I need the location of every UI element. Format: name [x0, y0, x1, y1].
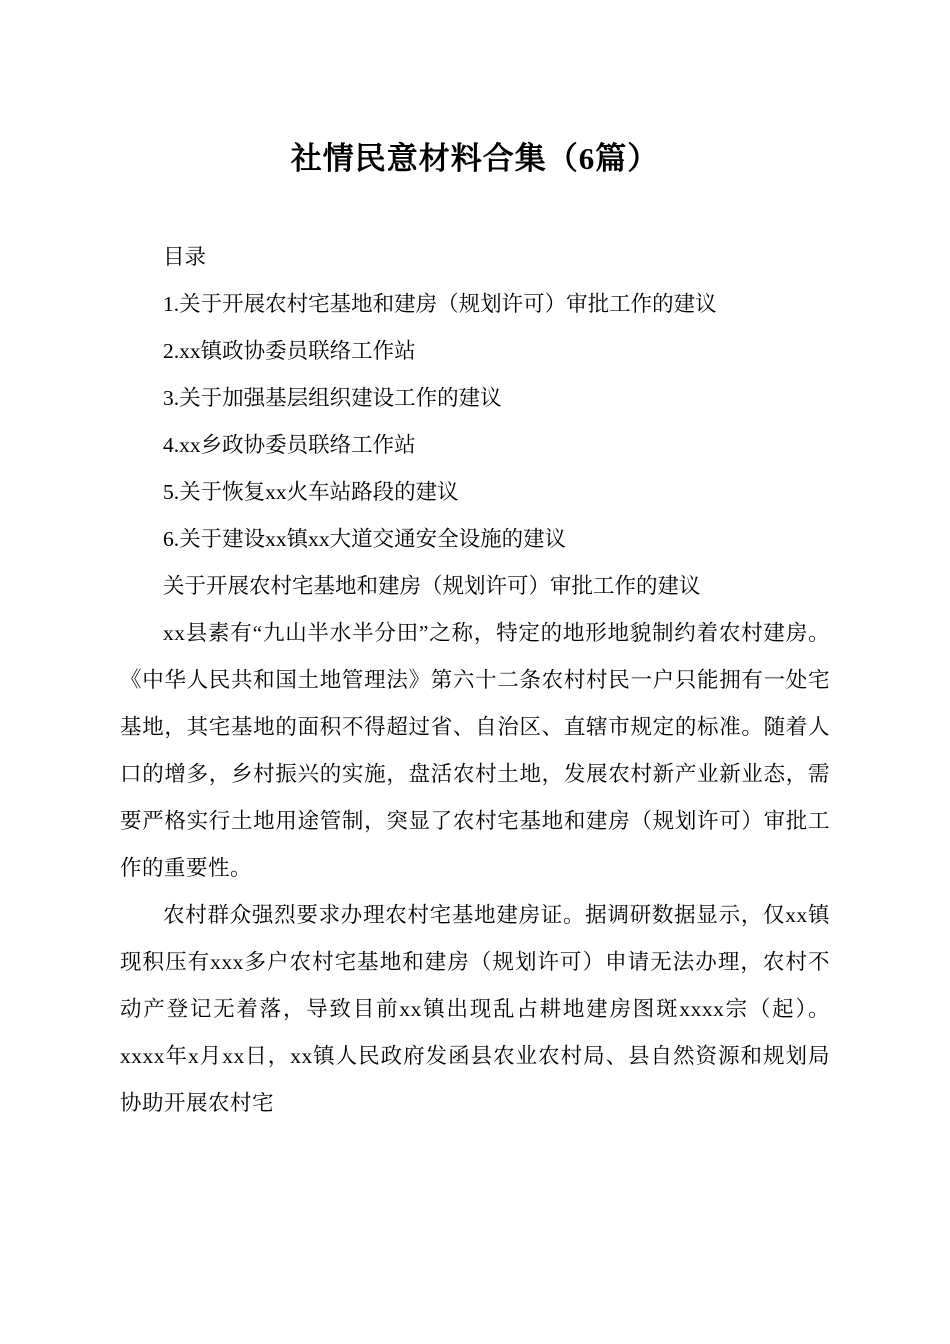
section-heading: 关于开展农村宅基地和建房（规划许可）审批工作的建议: [163, 574, 701, 598]
toc-item-1: 1.关于开展农村宅基地和建房（规划许可）审批工作的建议: [163, 292, 717, 316]
toc-item-4: 4.xx乡政协委员联络工作站: [163, 433, 416, 457]
document-title: 社情民意材料合集（6篇）: [290, 141, 660, 176]
toc-label: 目录: [163, 245, 207, 269]
paragraph: xx县素有“九山半水半分田”之称，特定的地形地貌制约着农村建房。《中华人民共和国土地管理法》第六十二条农村村民一户只能拥有一处宅基地，其宅基地的面积不得超过省、自治区、直辖市规定的标准。随着人口的增多，乡村振兴的实施，盘活农村土地，发展农村新产业新业态，需要严格实行土地用途管制，突显了农村宅基地和建房（规划许可）审批工作的重要性。: [120, 621, 830, 880]
toc-item-6: 6.关于建设xx镇xx大道交通安全设施的建议: [163, 527, 567, 551]
toc-item-2: 2.xx镇政协委员联络工作站: [163, 339, 416, 363]
paragraph: 农村群众强烈要求办理农村宅基地建房证。据调研数据显示，仅xx镇现积压有xxx多户农村宅基地和建房（规划许可）申请无法办理，农村不动产登记无着落，导致目前xx镇出现乱占耕地建房图斑xxxx宗（起）。xxxx年x月xx日，xx镇人民政府发函县农业农村局、县自然资源和规划局协助开展农村宅: [120, 903, 830, 1115]
toc-item-5: 5.关于恢复xx火车站路段的建议: [163, 480, 459, 504]
toc-item-3: 3.关于加强基层组织建设工作的建议: [163, 386, 502, 410]
